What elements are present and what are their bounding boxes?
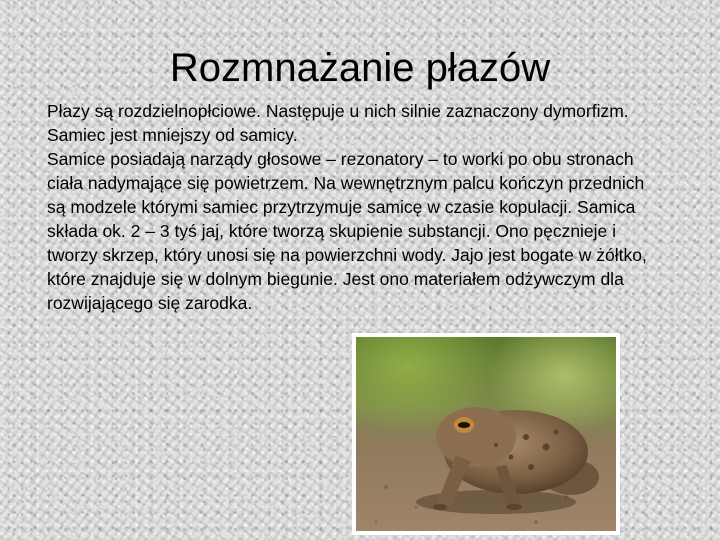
toad-photo: [356, 337, 616, 531]
toad-photo-frame: [352, 333, 620, 535]
paragraph-2: Samice posiadają narządy głosowe – rezonatory – to worki po obu stronach ciała nadymające się powietrzem. Na wewnętrznym palcu kończyn przednich są modzele którymi samiec przytrzymuje samicę w czasie kopulacji. Samica składa ok. 2 – 3 tyś jaj, które tworzą skupienie substancji. Ono pęcznieje i tworzy skrzep, który unosi się na powierzchni wody. Jajo jest bogate w żółtko, które znajduje się w dolnym biegunie. Jest ono materiałem odżywczym dla rozwijającego się zarodka.: [47, 149, 647, 313]
slide-title: Rozmnażanie płazów: [169, 46, 551, 90]
slide-body: [47, 99, 657, 315]
paragraph-1: Płazy są rozdzielnopłciowe. Następuje u nich silnie zaznaczony dymorfizm. Samiec jest mniejszy od samicy.: [47, 101, 629, 145]
